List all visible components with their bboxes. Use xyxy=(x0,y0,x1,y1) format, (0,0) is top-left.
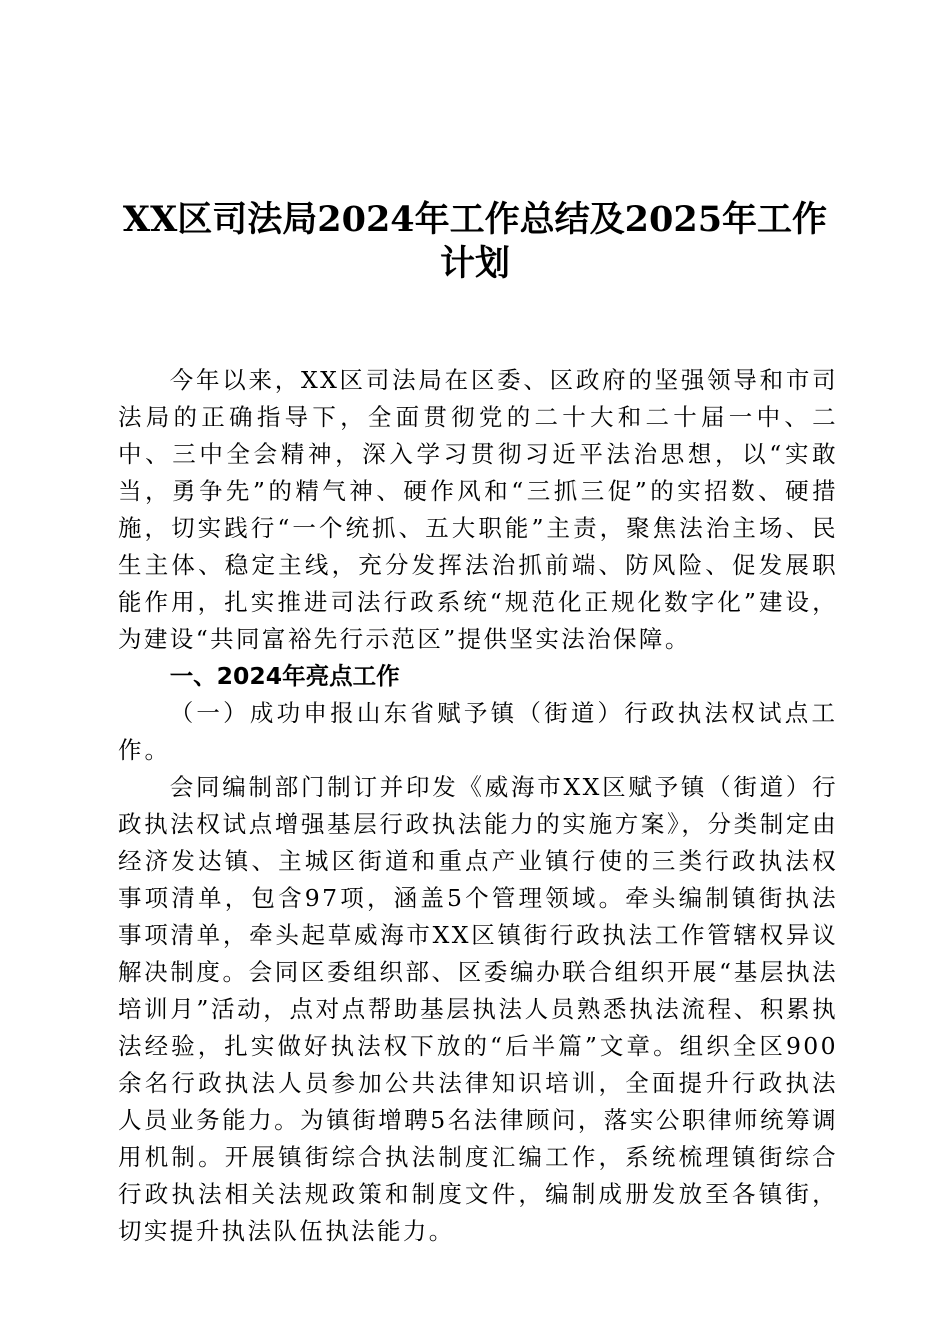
section-heading-highlights: 一、2024年亮点工作 xyxy=(169,662,400,690)
document-body xyxy=(118,362,838,1250)
pilot-paragraph: 会同编制部门制订并印发《威海市XX区赋予镇（街道）行政执法权试点增强基层行政执法能力的实施方案》，分类制定由经济发达镇、主城区街道和重点产业镇行使的三类行政执法权事项清单，包含97项，涵盖5个管理领域。牵头编制镇街执法事项清单，牵头起草威海市XX区镇街行政执法工作管辖权异议解决制度。会同区委组织部、区委编办联合组织开展“基层执法培训月”活动，点对点帮助基层执法人员熟悉执法流程、积累执法经验，扎实做好执法权下放的“后半篇”文章。组织全区900余名行政执法人员参加公共法律知识培训，全面提升行政执法人员业务能力。为镇街增聘5名法律顾问，落实公职律师统筹调用机制。开展镇街综合执法制度汇编工作，系统梳理镇街综合行政执法相关法规政策和制度文件，编制成册发放至各镇街，切实提升执法队伍执法能力。 xyxy=(118,773,838,1245)
document-title-line-1: XX区司法局2024年工作总结及2025年工作 xyxy=(122,199,828,240)
subsection-heading-pilot: （一）成功申报山东省赋予镇（街道）行政执法权试点工作。 xyxy=(118,699,838,764)
document-title-line-2: 计划 xyxy=(439,243,510,284)
intro-paragraph: 今年以来，XX区司法局在区委、区政府的坚强领导和市司法局的正确指导下，全面贯彻党的二十大和二十届一中、二中、三中全会精神，深入学习贯彻习近平法治思想，以“实敢当，勇争先”的精气神、硬作风和“三抓三促”的实招数、硬措施，切实践行“一个统抓、五大职能”主责，聚焦法治主场、民生主体、稳定主线，充分发挥法治抓前端、防风险、促发展职能作用，扎实推进司法行政系统“规范化正规化数字化”建设，为建设“共同富裕先行示范区”提供坚实法治保障。 xyxy=(118,366,838,653)
